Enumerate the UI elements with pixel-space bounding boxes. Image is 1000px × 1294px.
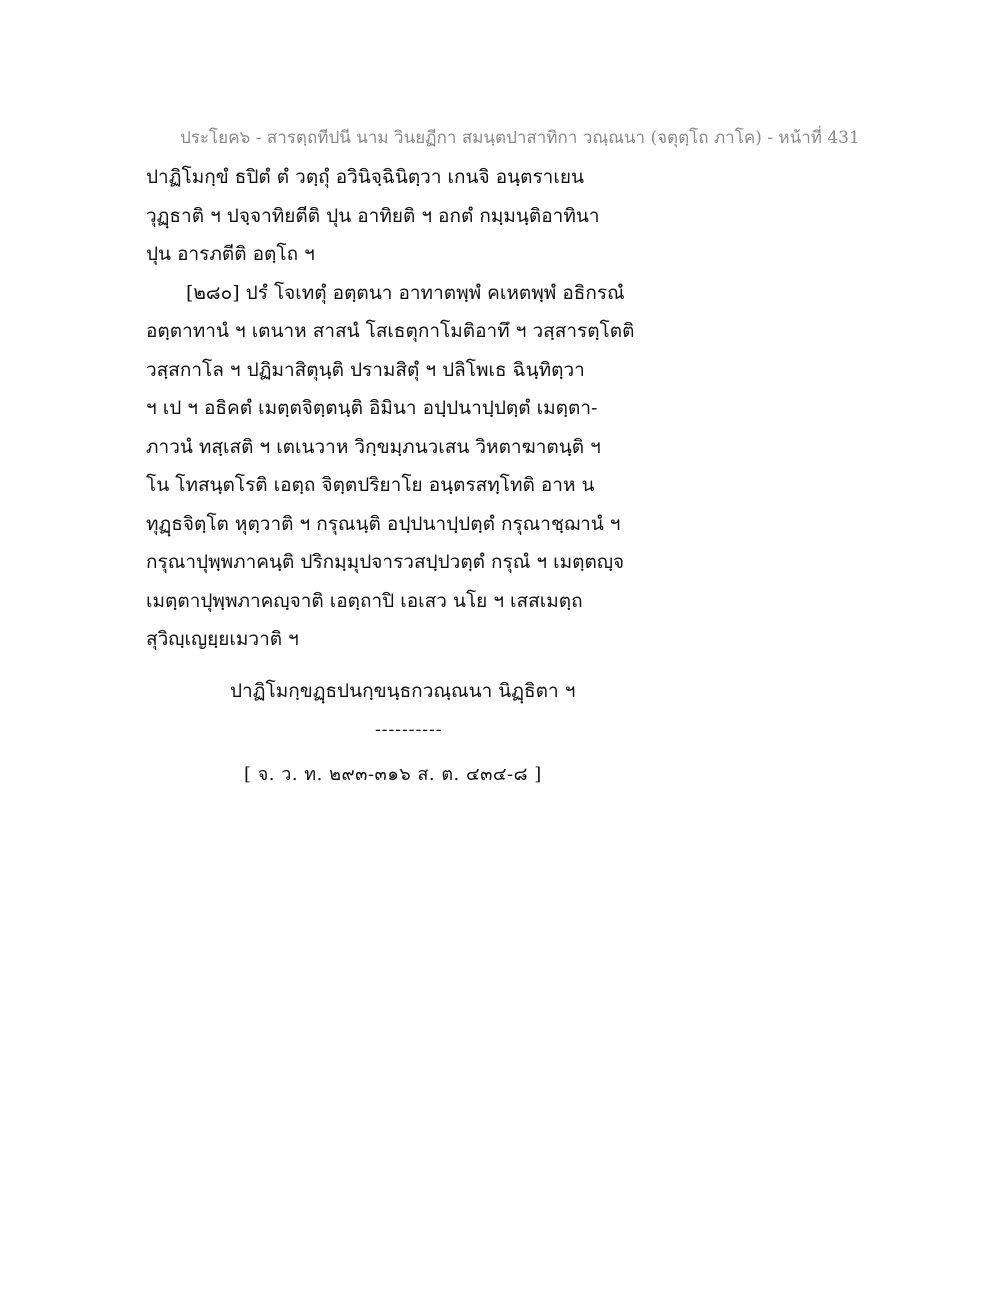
text-line: วุฏฺธาติ ฯ ปจฺจาทิยตีติ ปุน อาทิยติ ฯ อกตํ กมฺมนฺติอาทินา (146, 204, 600, 227)
text-line: วสฺสกาโล ฯ ปฏิมาสิตุนฺติ ปรามสิตุํ ฯ ปลิโพเธ ฉินฺทิตฺวา (146, 358, 585, 381)
reference-note: [ จ. ว. ท. ๒๙๓-๓๑๖ ส. ต. ๔๓๔-๘ ] (244, 764, 542, 785)
text-line: ทุฏฺธจิตฺโต หุตฺวาติ ฯ กรุณนฺติ อปฺปนาปฺปตฺตํ กรุณาชฺฌานํ ฯ (146, 512, 621, 535)
body-text (146, 158, 706, 659)
text-line: โน โทสนฺตโรติ เอตฺถ จิตฺตปริยาโย อนฺตรสทฺโทติ อาห น (146, 474, 595, 496)
text-line: ปุน อารภตีติ อตฺโถ ฯ (146, 243, 315, 265)
text-line: ฯ เป ฯ อธิคตํ เมตฺตจิตฺตนฺติ อิมินา อปฺปนาปฺปตฺตํ เมตฺตา- (146, 397, 598, 419)
running-header: ประโยค๖ - สารตฺถทีปนี นาม วินยฏีกา สมนฺตปาสาทิกา วณฺณนา (จตุตฺโถ ภาโค) - หน้าที่ 431 (180, 128, 860, 148)
section-end-title: ปาฏิโมกฺขฏฺธปนกฺขนฺธกวณฺณนา นิฏฺธิตา ฯ (230, 680, 576, 702)
text-line: สุวิญฺเญยฺยเมวาติ ฯ (146, 628, 299, 650)
paragraph-start-line: [๒๘๐] ปรํ โจเทตุํ อตฺตนา อาทาตพฺพํ คเหตพฺพํ อธิกรณํ (186, 281, 625, 304)
text-line: เมตฺตาปุพฺพภาคญฺจาติ เอตฺถาปิ เอเสว นโย ฯ เสสเมตฺถ (146, 589, 583, 612)
separator-line: ---------- (375, 720, 443, 740)
text-line: อตฺตาทานํ ฯ เตนาห สาสนํ โสเธตุกาโมติอาทึ ฯ วสฺสารตฺโตติ (146, 320, 635, 342)
text-line: กรุณาปุพฺพภาคนฺติ ปริกมฺมุปจารวสปฺปวตฺตํ กรุณํ ฯ เมตฺตญฺจ (146, 551, 625, 573)
text-line: ปาฏิโมกฺขํ ธปิตํ ตํ วตฺถุํ อวินิจฺฉินิตฺวา เกนจิ อนฺตราเยน (146, 166, 584, 188)
text-line: ภาวนํ ทสฺเสติ ฯ เตเนวาห วิกฺขมฺภนวเสน วิหตาฆาตนฺติ ฯ (146, 435, 601, 458)
